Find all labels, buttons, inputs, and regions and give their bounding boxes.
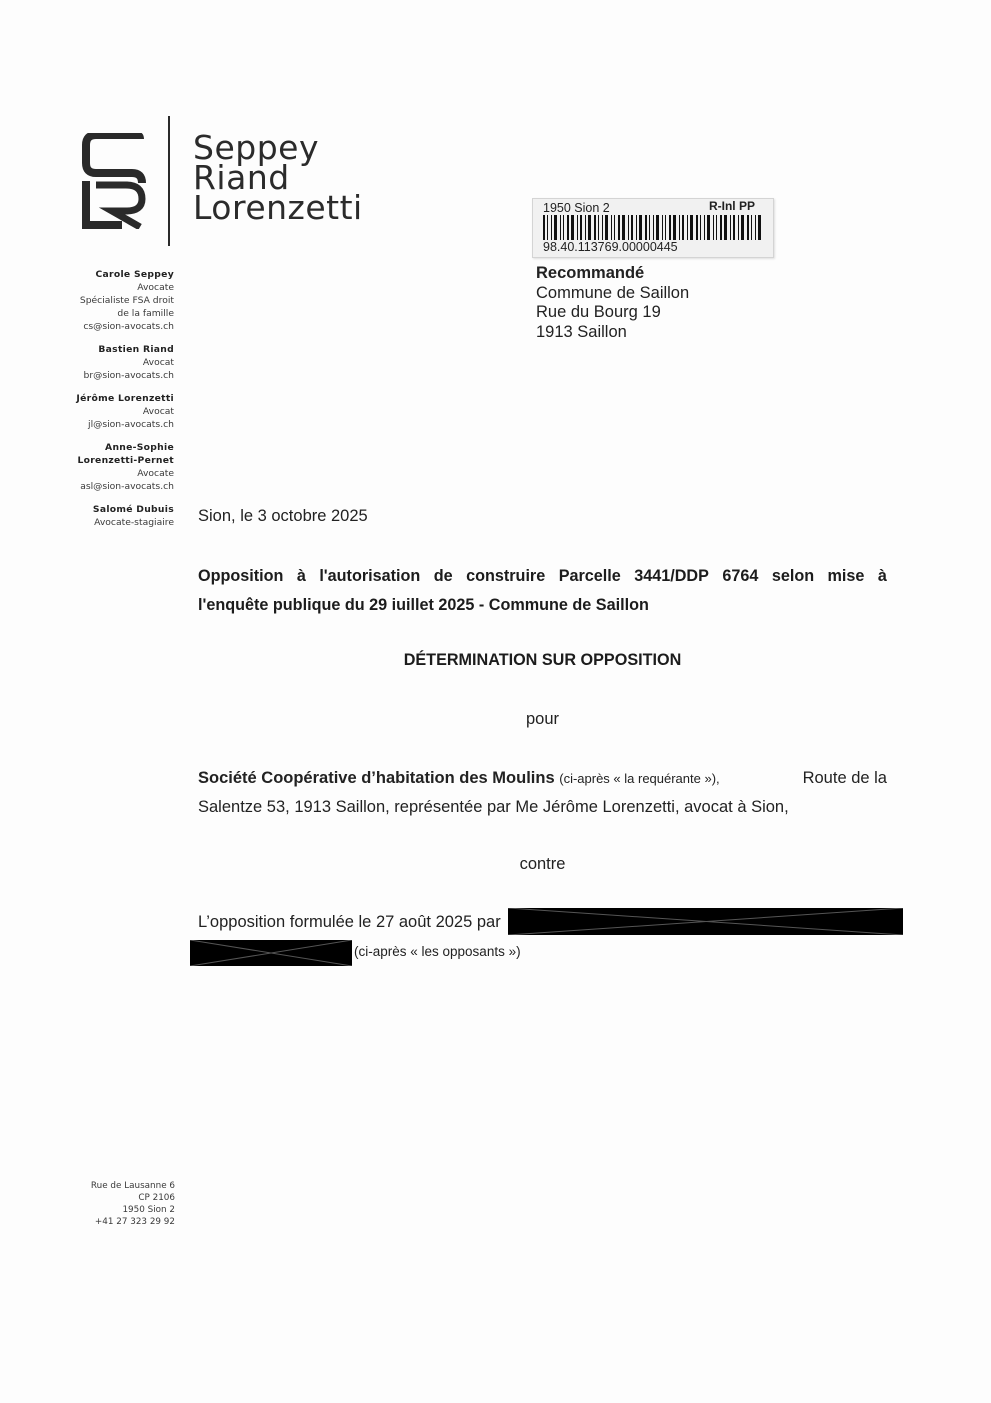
registered-mail-label: Recommandé [536, 264, 645, 282]
postage-label [532, 198, 774, 258]
barcode-bar [618, 215, 620, 240]
firm-name-line: Lorenzetti [193, 188, 363, 227]
barcode-bar [665, 215, 666, 240]
barcode-bar [580, 215, 582, 240]
redaction-block [190, 940, 352, 966]
barcode-bar [628, 215, 629, 240]
subject-word: 3441/DDP [634, 567, 709, 585]
postage-office: 1950 Sion 2 [543, 201, 610, 215]
lawyer-title: Avocate-stagiaire [94, 517, 174, 528]
barcode-bar [747, 215, 749, 240]
recipient-line: 1913 Saillon [536, 322, 627, 341]
lawyer-title: Avocat [142, 357, 174, 368]
barcode-bar [653, 215, 654, 240]
lawyer-name: Salomé Dubuis [92, 504, 174, 515]
lawyer-entry [40, 503, 174, 529]
subject-word: l'autorisation [319, 567, 421, 585]
barcode-bar [707, 215, 710, 240]
barcode-bar [687, 215, 688, 240]
lawyer-list [40, 268, 174, 539]
contre-label: contre [519, 855, 566, 873]
barcode-bar [543, 215, 545, 240]
barcode-bar [563, 215, 564, 240]
barcode-bar [662, 215, 663, 240]
barcode-icon [543, 215, 763, 240]
postage-code: R-Inl PP [708, 199, 755, 213]
barcode-bar [733, 215, 735, 240]
subject-word: à [296, 567, 306, 585]
address-line: 1950 Sion 2 [122, 1205, 175, 1215]
requesting-party [198, 764, 887, 822]
barcode-bar [679, 215, 680, 240]
subject-line: l'enquête publique du 29 iuillet 2025 - Commune de Saillon [198, 596, 649, 614]
barcode-bar [639, 215, 642, 240]
subject-word: de [433, 567, 453, 585]
barcode-bar [690, 215, 693, 240]
subject [198, 562, 887, 620]
barcode-bar [669, 215, 671, 240]
lawyer-title: Avocat [142, 406, 174, 417]
party-name: Société Coopérative d’habitation des Moulins [198, 769, 555, 787]
lawyer-name: Carole Seppey [95, 269, 174, 280]
lawyer-entry [40, 268, 174, 333]
barcode-bar [631, 215, 633, 240]
barcode-bar [551, 215, 552, 240]
recipient-line: Commune de Saillon [536, 283, 690, 302]
lawyer-entry [40, 392, 174, 431]
barcode-bar [720, 215, 722, 240]
opposition-line: L’opposition formulée le 27 août 2025 par [198, 913, 501, 931]
address-line: CP 2106 [138, 1193, 175, 1203]
barcode-bar [645, 215, 647, 240]
barcode-bar [585, 215, 586, 240]
barcode-bar [730, 215, 731, 240]
party-designation: (ci-après « la requérante »), [559, 771, 720, 786]
party-line: Salentze 53, 1913 Saillon, représentée par Me Jérôme Lorenzetti, avocat à Sion, [198, 798, 789, 816]
subject-line [198, 562, 887, 591]
barcode-bar [713, 215, 714, 240]
lawyer-name: Bastien Riand [98, 344, 174, 355]
party-address-start: Route de la [802, 769, 887, 787]
barcode-bar [716, 215, 717, 240]
lawyer-email: jl@sion-avocats.ch [88, 419, 174, 430]
letter-date: Sion, le 3 octobre 2025 [198, 507, 368, 525]
recipient-line: Rue du Bourg 19 [536, 303, 661, 321]
barcode-bar [611, 215, 612, 240]
lawyer-name: Jérôme Lorenzetti [76, 393, 174, 404]
barcode-bar [656, 215, 659, 240]
barcode-bar [724, 215, 727, 240]
lawyer-email: asl@sion-avocats.ch [80, 481, 174, 492]
recipient-block [536, 264, 689, 342]
barcode-bar [741, 215, 744, 240]
barcode-bar [614, 215, 615, 240]
barcode-bar [696, 215, 698, 240]
subject-word: selon [771, 567, 815, 585]
address-line: Rue de Lausanne 6 [90, 1181, 175, 1191]
barcode-bar [554, 215, 557, 240]
lawyer-email: br@sion-avocats.ch [83, 370, 174, 381]
lawyer-title: Avocate [137, 282, 174, 293]
opponents-designation: (ci-après « les opposants ») [354, 944, 521, 959]
barcode-bar [751, 215, 752, 240]
phone-number: +41 27 323 29 92 [94, 1217, 175, 1227]
logo-divider [168, 116, 170, 246]
firm-logo-mark [82, 133, 146, 229]
barcode-bar [594, 215, 596, 240]
subject-word: Parcelle [558, 567, 621, 585]
barcode-bar [605, 215, 608, 240]
lawyer-specialty: de la famille [117, 308, 174, 319]
barcode-bar [758, 215, 761, 240]
document-heading: DÉTERMINATION SUR OPPOSITION [403, 651, 682, 669]
lawyer-name: Lorenzetti-Pernet [77, 455, 174, 466]
barcode-bar [622, 215, 625, 240]
lawyer-specialty: Spécialiste FSA droit [79, 295, 174, 306]
subject-word: Opposition [198, 567, 284, 585]
party-line [198, 764, 887, 793]
firm-name-line: Seppey [193, 128, 319, 167]
lawyer-entry [40, 343, 174, 382]
lawyer-email: cs@sion-avocats.ch [83, 321, 174, 332]
subject-word: 6764 [722, 567, 759, 585]
barcode-bar [704, 215, 705, 240]
pour-label: pour [525, 710, 560, 728]
barcode-bar [577, 215, 578, 240]
lawyer-entry [40, 441, 174, 493]
barcode-bar [755, 215, 756, 240]
tracking-number: 98.40.113769.00000445 [543, 240, 678, 254]
barcode-bar [547, 215, 548, 240]
firm-address [60, 1180, 175, 1228]
barcode-bar [567, 215, 569, 240]
barcode-bar [738, 215, 739, 240]
subject-word: construire [466, 567, 546, 585]
barcode-bar [649, 215, 650, 240]
lawyer-name: Anne-Sophie [105, 442, 174, 453]
barcode-bar [673, 215, 676, 240]
barcode-bar [700, 215, 701, 240]
barcode-bar [682, 215, 684, 240]
subject-word: à [877, 567, 887, 585]
party-name-group [198, 764, 720, 793]
barcode-bar [636, 215, 637, 240]
barcode-bar [588, 215, 591, 240]
lawyer-title: Avocate [137, 468, 174, 479]
redaction-block [508, 908, 903, 935]
barcode-bar [602, 215, 603, 240]
firm-name [193, 128, 363, 227]
barcode-bar [571, 215, 574, 240]
barcode-bar [598, 215, 599, 240]
firm-name-line: Riand [193, 158, 290, 197]
barcode-bar [560, 215, 561, 240]
subject-word: mise [827, 567, 865, 585]
